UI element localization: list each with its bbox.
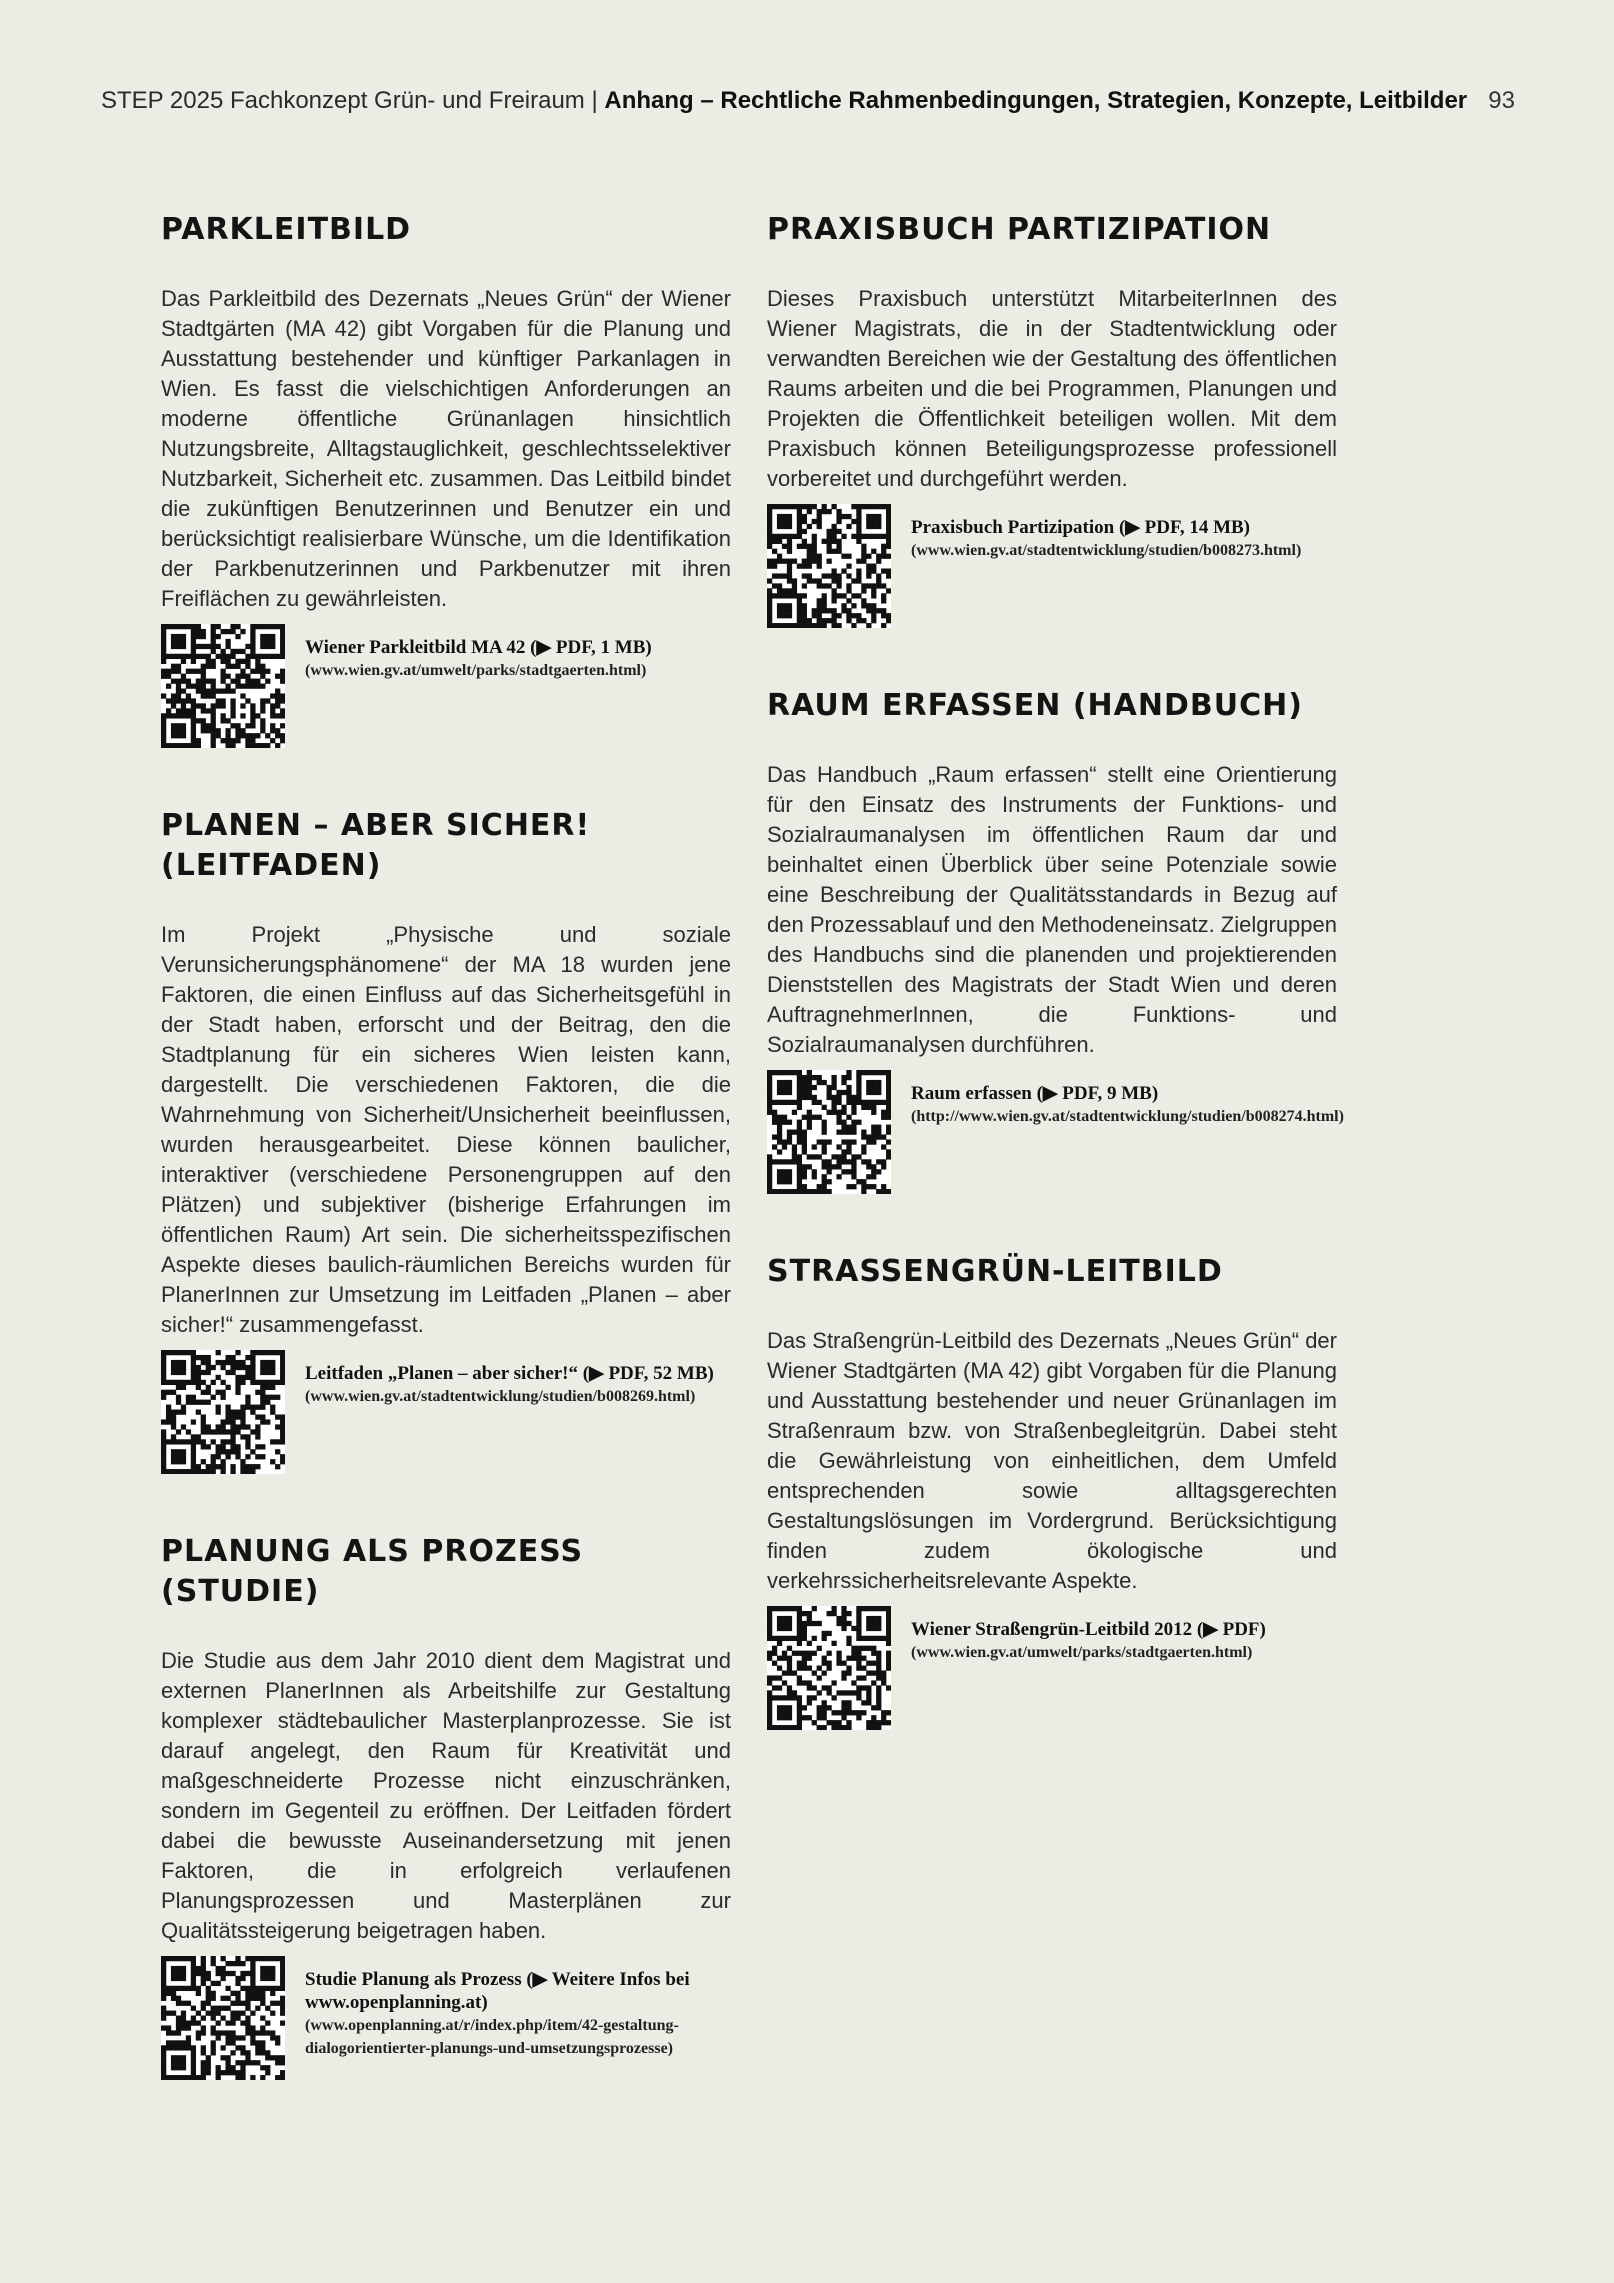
reference: [161, 1956, 731, 2080]
reference-url[interactable]: (http://www.wien.gv.at/stadtentwicklung/studien/b008274.html): [911, 1108, 1344, 1125]
reference-title[interactable]: Wiener Parkleitbild MA 42 (▶ PDF, 1 MB): [305, 637, 652, 658]
section-praxisbuch-partizipation: [767, 210, 1337, 628]
reference: [161, 624, 731, 748]
section-planung-als-prozess: [161, 1532, 731, 2080]
qr-code-icon[interactable]: [767, 504, 891, 628]
section-title: PARKLEITBILD: [161, 212, 412, 247]
reference-url[interactable]: (www.wien.gv.at/stadtentwicklung/studien/b008273.html): [911, 542, 1302, 559]
reference-title[interactable]: Wiener Straßengrün-Leitbild 2012 (▶ PDF): [911, 1619, 1266, 1640]
section-title: STRASSENGRÜN-LEITBILD: [767, 1254, 1223, 1289]
document-title: STEP 2025 Fachkonzept Grün- und Freiraum: [101, 87, 585, 114]
section-body: Die Studie aus dem Jahr 2010 dient dem Magistrat und externen PlanerInnen als Arbeitshilfe zur Gestaltung komplexer städtebaulicher Masterplanprozesse. Sie ist darauf angelegt, den Raum für Kreativität und maßgeschneiderte Prozesse nicht einzuschränken, sondern im Gegenteil zu eröffnen. Der Leitfaden fördert dabei die bewusste Auseinandersetzung mit jenen Faktoren, die in erfolgreich verlaufenen Planungsprozessen und Masterplänen zur Qualitätssteigerung beigetragen haben.: [161, 1648, 731, 1943]
reference-title[interactable]: Leitfaden „Planen – aber sicher!“ (▶ PDF, 52 MB): [305, 1363, 714, 1384]
reference-url[interactable]: (www.wien.gv.at/umwelt/parks/stadtgaerten.html): [305, 662, 647, 679]
reference: [161, 1350, 731, 1474]
qr-code-icon[interactable]: [767, 1606, 891, 1730]
reference-url[interactable]: (www.wien.gv.at/stadtentwicklung/studien/b008269.html): [305, 1388, 696, 1405]
qr-code-icon[interactable]: [161, 624, 285, 748]
section-strassengruen-leitbild: [767, 1252, 1337, 1730]
header-separator: |: [584, 87, 605, 114]
reference-title[interactable]: Raum erfassen (▶ PDF, 9 MB): [911, 1083, 1159, 1104]
section-body: Das Handbuch „Raum erfassen“ stellt eine Orientierung für den Einsatz des Instruments der Funktions- und Sozialraumanalysen im öffentlichen Raum dar und beinhaltet einen Überblick über seine Potenziale sowie eine Beschreibung der Qualitätsstandards in Bezug auf den Prozessablauf und den Methodeneinsatz. Zielgruppen des Handbuchs sind die planenden und projektierenden Dienststellen des Magistrats der Stadt Wien und deren AuftragnehmerInnen, die Funktions- und Sozialraumanalysen durchführen.: [767, 762, 1337, 1057]
section-body: Das Straßengrün-Leitbild des Dezernats „Neues Grün“ der Wiener Stadtgärten (MA 42) gibt Vorgaben für die Planung und Ausstattung bestehender und neuer Grünanlagen im Straßenraum bzw. von Straßenbegleitgrün. Dabei steht die Gewährleistung von einheitlichen, dem Umfeld entsprechenden sowie alltagsgerechten Gestaltungslösungen im Vordergrund. Berücksichtigung finden zudem ökologische und verkehrssicherheitsrelevante Aspekte.: [767, 1328, 1337, 1593]
left-column: [161, 210, 731, 2138]
section-planen-aber-sicher: [161, 806, 731, 1474]
page-header: [101, 85, 1521, 125]
right-column: [767, 210, 1344, 1788]
chapter-title: Anhang – Rechtliche Rahmenbedingungen, Strategien, Konzepte, Leitbilder: [604, 87, 1468, 114]
reference-title[interactable]: Praxisbuch Partizipation (▶ PDF, 14 MB): [911, 517, 1251, 538]
qr-code-icon[interactable]: [767, 1070, 891, 1194]
section-raum-erfassen: [767, 686, 1344, 1194]
section-title: PLANUNG ALS PROZESS (STUDIE): [161, 1534, 584, 1609]
page-number: 93: [1488, 87, 1515, 114]
section-title: PRAXISBUCH PARTIZIPATION: [767, 212, 1272, 247]
qr-code-icon[interactable]: [161, 1350, 285, 1474]
section-title: RAUM ERFASSEN (HANDBUCH): [767, 688, 1303, 723]
reference-url[interactable]: (www.openplanning.at/r/index.php/item/42-gestaltung-dialogorientierter-planungs-und-umsetzungsprozesse): [305, 2017, 679, 2057]
reference-title[interactable]: Studie Planung als Prozess (▶ Weitere Infos bei www.openplanning.at): [305, 1969, 690, 2013]
section-parkleitbild: [161, 210, 731, 748]
reference: [767, 504, 1337, 628]
section-body: Das Parkleitbild des Dezernats „Neues Grün“ der Wiener Stadtgärten (MA 42) gibt Vorgaben für die Planung und Ausstattung bestehender und künftiger Parkanlagen in Wien. Es fasst die vielschichtigen Anforderungen an moderne öffentliche Grünanlagen hinsichtlich Nutzungsbreite, Alltagstauglichkeit, geschlechtsselektiver Nutzbarkeit, Sicherheit etc. zusammen. Das Leitbild bindet die zukünftigen Benutzerinnen und Benutzer ein und berücksichtigt realisierbare Wünsche, um die Identifikation der Parkbenutzerinnen und Parkbenutzer mit ihren Freiflächen zu gewährleisten.: [161, 286, 731, 611]
reference-url[interactable]: (www.wien.gv.at/umwelt/parks/stadtgaerten.html): [911, 1644, 1253, 1661]
reference: [767, 1606, 1337, 1730]
section-title: PLANEN – ABER SICHER! (LEITFADEN): [161, 808, 591, 883]
section-body: Dieses Praxisbuch unterstützt MitarbeiterInnen des Wiener Magistrats, die in der Stadtentwicklung oder verwandten Bereichen wie der Gestaltung des öffentlichen Raums arbeiten und die bei Programmen, Planungen und Projekten die Öffentlichkeit beteiligen wollen. Mit dem Praxisbuch können Beteiligungsprozesse professionell vorbereitet und durchgeführt werden.: [767, 286, 1337, 491]
reference: [767, 1070, 1344, 1194]
qr-code-icon[interactable]: [161, 1956, 285, 2080]
section-body: Im Projekt „Physische und soziale Verunsicherungsphänomene“ der MA 18 wurden jene Faktoren, die einen Einfluss auf das Sicherheitsgefühl in der Stadt haben, erforscht und der Beitrag, den die Stadtplanung für ein sicheres Wien leisten kann, dargestellt. Die verschiedenen Faktoren, die die Wahrnehmung von Sicherheit/Unsicherheit beeinflussen, wurden herausgearbeitet. Diese können baulicher, interaktiver (verschiedene Personengruppen auf den Plätzen) und subjektiver (bisherige Erfahrungen im öffentlichen Raum) Art sein. Die sicherheitsspezifischen Aspekte dieses baulich-räumlichen Bereichs wurden für PlanerInnen zur Umsetzung im Leitfaden „Planen – aber sicher!“ zusammengefasst.: [161, 922, 731, 1337]
